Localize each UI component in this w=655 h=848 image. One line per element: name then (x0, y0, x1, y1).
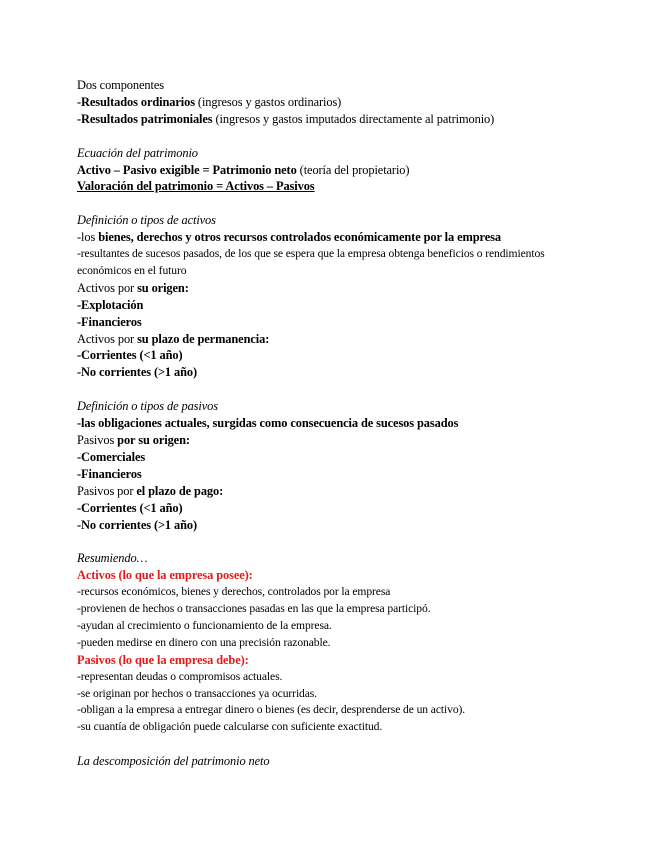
list-item: -ayudan al crecimiento o funcionamiento de la empresa. (77, 618, 332, 632)
pasivos-definition: -las obligaciones actuales, surgidas como consecuencia de sucesos pasados (77, 416, 459, 431)
item-text: (ingresos y gastos imputados directamente al patrimonio) (212, 111, 495, 126)
list-item: -Explotación (77, 297, 144, 312)
spacer (77, 195, 637, 212)
list-item: -obligan a la empresa a entregar dinero o bienes (es decir, desprenderse de un activo). (77, 703, 466, 717)
pasivos-summary-title: Pasivos (lo que la empresa debe): (77, 652, 249, 667)
descomposicion-heading: La descomposición del patrimonio neto (77, 754, 270, 769)
componentes-item (77, 94, 637, 111)
activos-summary-title: Activos (lo que la empresa posee): (77, 568, 253, 583)
ecuacion-formula: Activo – Pasivo exigible = Patrimonio neto (77, 162, 297, 177)
activos-plazo-label (77, 331, 637, 348)
list-item: -representan deudas o compromisos actuales. (77, 669, 283, 683)
item-bold: -Resultados ordinarios (77, 94, 195, 109)
definition-bold: bienes, derechos y otros recursos controlados económicamente por la empresa (98, 230, 501, 245)
valoracion-formula: Valoración del patrimonio = Activos – Pasivos (77, 179, 315, 194)
label-prefix: Pasivos por (77, 483, 137, 498)
activos-origen-label (77, 280, 637, 297)
label-bold: el plazo de pago: (136, 483, 224, 498)
document-body (77, 77, 637, 770)
label-bold: su plazo de permanencia: (137, 331, 270, 346)
label-bold: su origen: (137, 280, 189, 295)
item-text: (ingresos y gastos ordinarios) (194, 94, 342, 109)
list-item: -Corrientes (<1 año) (77, 500, 183, 515)
componentes-heading: Dos componentes (77, 78, 164, 92)
spacer (77, 533, 637, 550)
list-item: -Financieros (77, 314, 142, 329)
list-item: -su cuantía de obligación puede calcularse con suficiente exactitud. (77, 720, 383, 734)
componentes-item (77, 111, 637, 128)
ecuacion-heading: Ecuación del patrimonio (77, 145, 198, 160)
resumen-heading: Resumiendo… (77, 551, 148, 566)
pasivos-heading: Definición o tipos de pasivos (77, 399, 218, 414)
pasivos-plazo-label (77, 483, 637, 500)
ecuacion-line (77, 162, 637, 179)
label-bold: por su origen: (117, 432, 190, 447)
activos-heading: Definición o tipos de activos (77, 213, 216, 228)
list-item: -se originan por hechos o transacciones ya ocurridas. (77, 686, 318, 700)
label-prefix: Activos por (77, 280, 138, 295)
spacer (77, 736, 637, 753)
list-item: -No corrientes (>1 año) (77, 365, 198, 380)
pasivos-origen-label (77, 432, 637, 449)
item-bold: -Resultados patrimoniales (77, 111, 213, 126)
definition-prefix: -los (77, 230, 99, 245)
list-item: -No corrientes (>1 año) (77, 517, 198, 532)
label-prefix: Pasivos (77, 432, 118, 447)
ecuacion-note: (teoría del propietario) (296, 162, 410, 177)
spacer (77, 381, 637, 398)
spacer (77, 128, 637, 145)
activos-definition (77, 229, 637, 246)
label-prefix: Activos por (77, 331, 138, 346)
list-item: -pueden medirse en dinero con una precisión razonable. (77, 635, 331, 649)
list-item: -Corrientes (<1 año) (77, 348, 183, 363)
activos-description: -resultantes de sucesos pasados, de los que se espera que la empresa obtenga beneficios o rendimientos económicos en el futuro (77, 247, 545, 277)
list-item: -recursos económicos, bienes y derechos, controlados por la empresa (77, 585, 391, 599)
list-item: -provienen de hechos o transacciones pasadas en las que la empresa participó. (77, 602, 431, 616)
list-item: -Comerciales (77, 449, 146, 464)
list-item: -Financieros (77, 466, 142, 481)
